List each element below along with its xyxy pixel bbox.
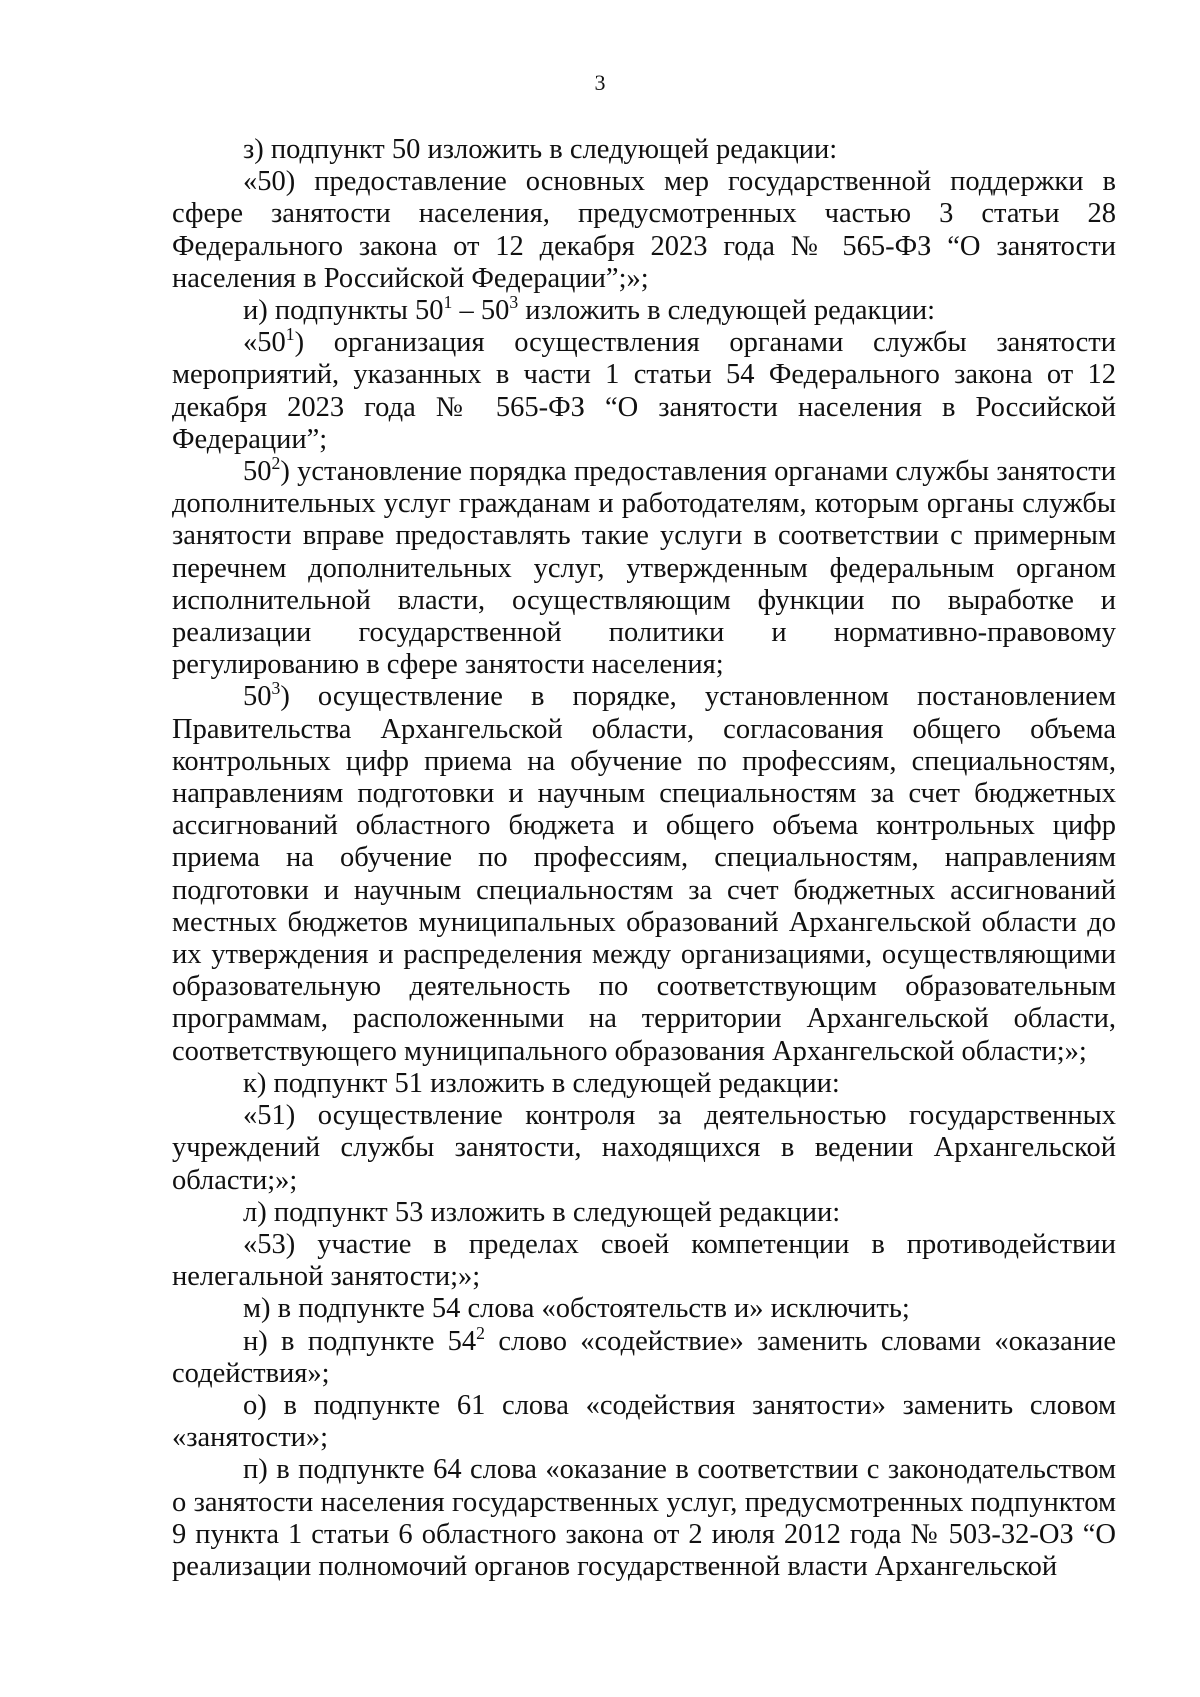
paragraph-text: и) подпункты 50 bbox=[243, 295, 444, 327]
paragraph-n bbox=[172, 1322, 1116, 1390]
superscript: 2 bbox=[476, 1322, 485, 1343]
paragraph-o bbox=[172, 1390, 1116, 1454]
paragraph-text: 50 bbox=[243, 681, 272, 713]
superscript: 3 bbox=[271, 678, 281, 699]
superscript: 1 bbox=[285, 324, 295, 345]
paragraph-text: п) в подпункте 64 слова «оказание в соответствии с законодательством о занятости населения государственных услуг, предусмотренных подпунктом 9 пункта 1 статьи 6 областного закона от 2 июля 2012 года № 503-32-ОЗ “О реализации полномочий органов государственной власти Архангельской bbox=[172, 1454, 1116, 1582]
page-number: 3 bbox=[594, 70, 606, 95]
paragraph-k bbox=[172, 1068, 1116, 1100]
paragraph-text: к) подпункт 51 изложить в следующей редакции: bbox=[243, 1067, 840, 1099]
superscript: 2 bbox=[271, 453, 281, 474]
superscript: 3 bbox=[509, 292, 519, 313]
paragraph-m bbox=[172, 1293, 1116, 1325]
paragraph-text: «50) предоставление основных мер государственной поддержки в сфере занятости населения, предусмотренных частью 3 статьи 28 Федерального закона от 12 декабря 2023 года № 565-ФЗ “О занятости населения в Российской Федерации”;»; bbox=[172, 166, 1116, 294]
paragraph-item-50-3 bbox=[172, 678, 1116, 1067]
paragraph-text: «50 bbox=[243, 327, 286, 359]
paragraph-text: н) в подпункте 54 bbox=[243, 1325, 477, 1357]
paragraph-text: о) в подпункте 61 слова «содействия занятости» заменить словом «занятости»; bbox=[172, 1389, 1116, 1454]
paragraph-item-50-2 bbox=[172, 453, 1116, 681]
paragraph-text: 50 bbox=[243, 456, 272, 488]
paragraph-i bbox=[172, 292, 1116, 327]
paragraph-text: ) осуществление в порядке, установленном постановлением Правительства Архангельской области, согласования общего объема контрольных цифр приема на обучение по профессиям, специальностям, направлениям подготовки и научным специальностям за счет бюджетных ассигнований областного бюджета и общего объема контрольных цифр приема на обучение по профессиям, специальностям, направлениям подготовки и научным специальностям за счет бюджетных ассигнований местных бюджетов муниципальных образований Архангельской области до их утверждения и распределения между организациями, осуществляющими образовательную деятельность по соответствующим образовательным программам, расположенными на территории Архангельской области, соответствующего муниципального образования Архангельской области;»; bbox=[172, 681, 1116, 1067]
paragraph-z bbox=[172, 134, 1116, 166]
paragraph-item-50 bbox=[172, 166, 1116, 295]
paragraph-text: – 50 bbox=[452, 295, 510, 327]
paragraph-text: «53) участие в пределах своей компетенции в противодействии нелегальной занятости;»; bbox=[172, 1228, 1116, 1293]
paragraph-text: изложить в следующей редакции: bbox=[518, 295, 936, 327]
paragraph-item-50-1 bbox=[172, 324, 1116, 456]
paragraph-text: «51) осуществление контроля за деятельностью государственных учреждений службы занятости, находящихся в ведении Архангельской области;»; bbox=[172, 1100, 1116, 1196]
paragraph-text: м) в подпункте 54 слова «обстоятельств и» исключить; bbox=[243, 1293, 910, 1325]
paragraph-item-53 bbox=[172, 1229, 1116, 1293]
paragraph-text: слово «содействие» заменить словами «оказание содействия»; bbox=[172, 1325, 1116, 1389]
paragraph-text: ) установление порядка предоставления органами службы занятости дополнительных услуг гражданам и работодателям, которым органы службы занятости вправе предоставлять такие услуги в соответствии с примерным перечнем дополнительных услуг, утвержденным федеральным органом исполнительной власти, осуществляющим функции по выработке и реализации государственной политики и нормативно-правовому регулированию в сфере занятости населения; bbox=[172, 456, 1116, 681]
paragraph-text: з) подпункт 50 изложить в следующей редакции: bbox=[243, 134, 838, 165]
paragraph-p bbox=[172, 1454, 1116, 1583]
paragraph-text: л) подпункт 53 изложить в следующей редакции: bbox=[243, 1196, 841, 1228]
paragraph-l bbox=[172, 1197, 1116, 1229]
document-body bbox=[172, 134, 1116, 1583]
paragraph-text: ) организация осуществления органами службы занятости мероприятий, указанных в части 1 статьи 54 Федерального закона от 12 декабря 2023 года № 565-ФЗ “О занятости населения в Российской Федерации”; bbox=[172, 327, 1116, 455]
superscript: 1 bbox=[443, 292, 453, 313]
paragraph-item-51 bbox=[172, 1100, 1116, 1197]
